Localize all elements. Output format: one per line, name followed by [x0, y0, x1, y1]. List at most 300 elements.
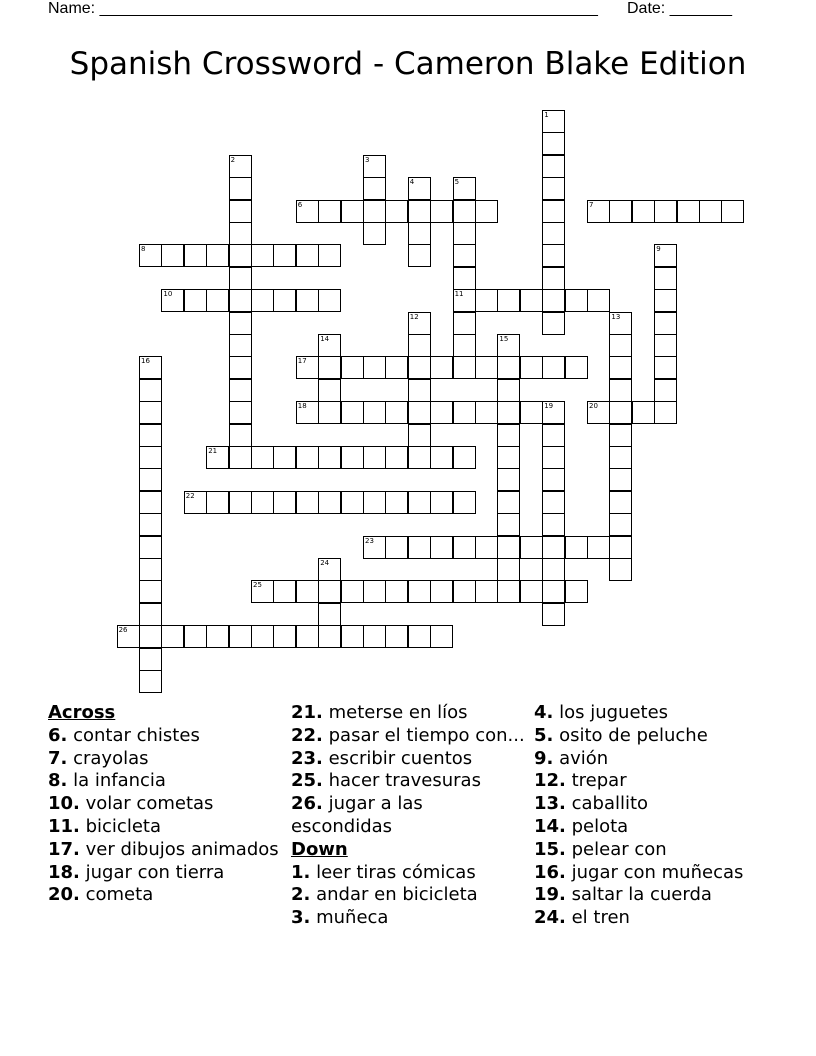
crossword-cell[interactable]: [587, 289, 610, 312]
clue-item: [48, 839, 283, 862]
clue-item: [534, 839, 804, 862]
clue-item: [291, 862, 526, 885]
clue-number-label: 14.: [534, 815, 566, 837]
crossword-cell[interactable]: [542, 446, 565, 469]
clue-item: [534, 725, 804, 748]
clue-item: [291, 884, 526, 907]
clue-number-label: 8.: [48, 770, 68, 792]
clue-text: trepar: [565, 770, 627, 792]
crossword-cell[interactable]: [296, 356, 319, 379]
crossword-cell[interactable]: [475, 289, 498, 312]
crossword-cell[interactable]: [296, 625, 319, 648]
crossword-cell[interactable]: [139, 670, 162, 693]
crossword-cell[interactable]: [385, 401, 408, 424]
crossword-cell[interactable]: [161, 625, 184, 648]
crossword-cell[interactable]: [318, 244, 341, 267]
crossword-cell[interactable]: [341, 401, 364, 424]
crossword-cell[interactable]: [318, 625, 341, 648]
crossword-cell[interactable]: [363, 491, 386, 514]
clue-number: 15: [499, 335, 509, 343]
crossword-cell[interactable]: [139, 648, 162, 671]
crossword-cell[interactable]: [251, 289, 274, 312]
crossword-cell[interactable]: [430, 446, 453, 469]
crossword-cell[interactable]: [520, 289, 543, 312]
clue-item: [291, 748, 526, 771]
crossword-cell[interactable]: [296, 580, 319, 603]
clue-item: [534, 907, 804, 930]
clue-item: [291, 702, 526, 725]
clue-number: 20: [589, 402, 598, 411]
crossword-cell[interactable]: [542, 491, 565, 514]
crossword-cell[interactable]: [139, 625, 162, 648]
crossword-cell[interactable]: [363, 155, 386, 178]
crossword-cell[interactable]: [609, 401, 632, 424]
crossword-cell[interactable]: [251, 580, 274, 603]
crossword-cell[interactable]: [654, 200, 677, 223]
clue-number: 8: [141, 245, 146, 254]
clue-number: 12: [409, 312, 419, 321]
crossword-cell[interactable]: [542, 200, 565, 223]
clue-text: caballito: [565, 793, 649, 815]
crossword-cell[interactable]: [632, 401, 655, 424]
crossword-cell[interactable]: [542, 155, 565, 178]
crossword-cell[interactable]: [542, 513, 565, 536]
crossword-cell[interactable]: [251, 625, 274, 648]
crossword-cell[interactable]: [475, 536, 498, 559]
crossword-cell[interactable]: [273, 491, 296, 514]
crossword-cell[interactable]: [363, 222, 386, 245]
crossword-cell[interactable]: [341, 200, 364, 223]
crossword-cell[interactable]: [229, 446, 252, 469]
crossword-cell[interactable]: [318, 446, 341, 469]
clue-number: 25: [253, 581, 262, 590]
crossword-cell[interactable]: [453, 580, 476, 603]
crossword-cell[interactable]: [430, 200, 453, 223]
crossword-cell[interactable]: [453, 200, 476, 223]
clue-text: crayolas: [67, 747, 149, 769]
crossword-cell[interactable]: [408, 379, 431, 402]
crossword-cell[interactable]: [273, 580, 296, 603]
clue-text: avión: [553, 747, 609, 769]
crossword-cell[interactable]: [229, 625, 252, 648]
crossword-cell[interactable]: [542, 536, 565, 559]
crossword-cell[interactable]: [542, 289, 565, 312]
crossword-cell[interactable]: [184, 625, 207, 648]
clue-number: 18: [297, 402, 307, 411]
crossword-cell[interactable]: [497, 536, 520, 559]
crossword-cell[interactable]: [139, 536, 162, 559]
crossword-cell[interactable]: [408, 334, 431, 357]
clue-number: 2: [230, 155, 236, 164]
crossword-cell[interactable]: [475, 356, 498, 379]
crossword-cell[interactable]: [251, 446, 274, 469]
crossword-cell[interactable]: [408, 491, 431, 514]
crossword-cell[interactable]: [542, 177, 565, 200]
crossword-cell[interactable]: [609, 513, 632, 536]
crossword-cell[interactable]: [363, 625, 386, 648]
crossword-cell[interactable]: [363, 446, 386, 469]
crossword-cell[interactable]: [318, 580, 341, 603]
clue-text: saltar la cuerda: [565, 884, 712, 906]
clue-text: contar chistes: [67, 724, 200, 746]
crossword-cell[interactable]: [139, 491, 162, 514]
clue-item: [48, 816, 283, 839]
clue-column-2: [291, 702, 526, 930]
clue-text: el tren: [565, 907, 630, 929]
crossword-cell[interactable]: [385, 200, 408, 223]
clue-number: 19: [544, 402, 554, 411]
crossword-cell[interactable]: [497, 356, 520, 379]
clue-item: [48, 770, 283, 793]
crossword-cell[interactable]: [139, 379, 162, 402]
crossword-cell[interactable]: [184, 244, 207, 267]
crossword-cell[interactable]: [565, 536, 588, 559]
crossword-cell[interactable]: [385, 580, 408, 603]
crossword-cell[interactable]: [318, 401, 341, 424]
crossword-cell[interactable]: [161, 244, 184, 267]
clue-number: 6: [297, 200, 303, 209]
crossword-cell[interactable]: [229, 200, 252, 223]
clue-text: pelota: [565, 815, 629, 837]
crossword-cell[interactable]: [318, 334, 341, 357]
crossword-cell[interactable]: [475, 580, 498, 603]
crossword-cell[interactable]: [587, 401, 610, 424]
clue-number: 16: [141, 357, 150, 366]
crossword-cell[interactable]: [542, 468, 565, 491]
crossword-cell[interactable]: [139, 603, 162, 626]
crossword-cell[interactable]: [251, 244, 274, 267]
crossword-cell[interactable]: [699, 200, 722, 223]
crossword-cell[interactable]: [318, 558, 341, 581]
crossword-cell[interactable]: [654, 334, 677, 357]
crossword-cell[interactable]: [273, 625, 296, 648]
crossword-cell[interactable]: [587, 200, 610, 223]
crossword-cell[interactable]: [408, 200, 431, 223]
clue-number-label: 26.: [291, 793, 323, 815]
crossword-cell[interactable]: [206, 446, 229, 469]
crossword-cell[interactable]: [229, 267, 252, 290]
clue-item: [48, 748, 283, 771]
crossword-cell[interactable]: [341, 580, 364, 603]
crossword-cell[interactable]: [587, 536, 610, 559]
crossword-cell[interactable]: [453, 222, 476, 245]
crossword-cell[interactable]: [229, 491, 252, 514]
crossword-cell[interactable]: [654, 267, 677, 290]
crossword-cell[interactable]: [385, 491, 408, 514]
crossword-cell[interactable]: [139, 580, 162, 603]
crossword-cell[interactable]: [609, 446, 632, 469]
crossword-cell[interactable]: [453, 177, 476, 200]
clue-text: leer tiras cómicas: [310, 861, 476, 883]
clue-number: 3: [365, 155, 370, 164]
crossword-cell[interactable]: [296, 401, 319, 424]
crossword-cell[interactable]: [453, 446, 476, 469]
crossword-cell[interactable]: [609, 312, 632, 335]
crossword-cell[interactable]: [520, 580, 543, 603]
crossword-cell[interactable]: [408, 312, 431, 335]
crossword-cell[interactable]: [430, 491, 453, 514]
crossword-cell[interactable]: [408, 625, 431, 648]
clue-item: [48, 862, 283, 885]
crossword-cell[interactable]: [475, 401, 498, 424]
crossword-cell[interactable]: [520, 401, 543, 424]
crossword-cell[interactable]: [430, 580, 453, 603]
crossword-cell[interactable]: [542, 558, 565, 581]
crossword-cell[interactable]: [497, 424, 520, 447]
crossword-cell[interactable]: [497, 379, 520, 402]
crossword-cell[interactable]: [497, 558, 520, 581]
crossword-cell[interactable]: [229, 177, 252, 200]
clue-text: jugar con tierra: [79, 861, 225, 883]
page-title: Spanish Crossword - Cameron Blake Edition: [69, 46, 747, 82]
crossword-cell[interactable]: [497, 580, 520, 603]
crossword-cell[interactable]: [453, 334, 476, 357]
crossword-cell[interactable]: [139, 356, 162, 379]
clue-text: la infancia: [67, 770, 166, 792]
crossword-cell[interactable]: [229, 155, 252, 178]
crossword-cell[interactable]: [363, 536, 386, 559]
crossword-cell[interactable]: [430, 536, 453, 559]
crossword-cell[interactable]: [273, 289, 296, 312]
clue-column-3: [534, 702, 804, 930]
crossword-cell[interactable]: [565, 580, 588, 603]
clue-number-label: 16.: [534, 861, 566, 883]
crossword-cell[interactable]: [318, 356, 341, 379]
crossword-cell[interactable]: [609, 536, 632, 559]
section-heading: Across: [48, 702, 116, 723]
clue-number-label: 1.: [291, 861, 311, 883]
crossword-cell[interactable]: [609, 200, 632, 223]
crossword-cell[interactable]: [654, 312, 677, 335]
clue-number-label: 5.: [534, 724, 554, 746]
crossword-cell[interactable]: [408, 222, 431, 245]
crossword-cell[interactable]: [318, 289, 341, 312]
clue-number: 21: [208, 447, 218, 455]
clue-number-label: 10.: [48, 793, 80, 815]
crossword-cell[interactable]: [542, 132, 565, 155]
clue-text: meterse en líos: [322, 702, 468, 723]
clue-number-label: 15.: [534, 838, 566, 860]
crossword-cell[interactable]: [542, 222, 565, 245]
clue-item: [291, 725, 526, 748]
crossword-cell[interactable]: [542, 267, 565, 290]
crossword-cell[interactable]: [475, 200, 498, 223]
crossword-cell[interactable]: [229, 244, 252, 267]
crossword-cell[interactable]: [497, 468, 520, 491]
crossword-cell[interactable]: [408, 536, 431, 559]
crossword-cell[interactable]: [609, 468, 632, 491]
crossword-cell[interactable]: [408, 177, 431, 200]
crossword-cell[interactable]: [229, 312, 252, 335]
clue-text: osito de peluche: [553, 724, 708, 746]
clue-text: hacer travesuras: [322, 770, 481, 792]
clue-item: [291, 907, 526, 930]
crossword-cell[interactable]: [609, 558, 632, 581]
crossword-cell[interactable]: [229, 424, 252, 447]
clue-text: pasar el tiempo con...: [322, 724, 525, 746]
crossword-cell[interactable]: [654, 244, 677, 267]
crossword-cell[interactable]: [609, 424, 632, 447]
clue-number: 22: [185, 491, 195, 500]
crossword-cell[interactable]: [721, 200, 744, 223]
clue-number-label: 21.: [291, 702, 323, 723]
crossword-cell[interactable]: [341, 356, 364, 379]
crossword-cell[interactable]: [363, 200, 386, 223]
crossword-cell[interactable]: [497, 446, 520, 469]
crossword-cell[interactable]: [117, 625, 140, 648]
crossword-cell[interactable]: [161, 289, 184, 312]
crossword-cell[interactable]: [229, 356, 252, 379]
clue-number-label: 23.: [291, 747, 323, 769]
crossword-cell[interactable]: [385, 446, 408, 469]
crossword-cell[interactable]: [206, 491, 229, 514]
crossword-cell[interactable]: [341, 491, 364, 514]
crossword-cell[interactable]: [520, 356, 543, 379]
crossword-cell[interactable]: [542, 244, 565, 267]
crossword-cell[interactable]: [408, 244, 431, 267]
clue-text: ver dibujos animados: [79, 838, 279, 860]
crossword-cell[interactable]: [229, 379, 252, 402]
crossword-cell[interactable]: [206, 625, 229, 648]
crossword-cell[interactable]: [654, 401, 677, 424]
crossword-cell[interactable]: [139, 244, 162, 267]
crossword-cell[interactable]: [609, 491, 632, 514]
crossword-cell[interactable]: [206, 289, 229, 312]
clue-number-label: 13.: [534, 793, 566, 815]
clue-number: 1: [544, 111, 549, 119]
crossword-cell[interactable]: [296, 289, 319, 312]
crossword-cell[interactable]: [542, 603, 565, 626]
clue-number: 11: [454, 290, 464, 299]
crossword-cell[interactable]: [363, 401, 386, 424]
clue-number: 26: [118, 626, 128, 635]
crossword-cell[interactable]: [453, 401, 476, 424]
clue-number: 7: [589, 200, 594, 209]
crossword-cell[interactable]: [318, 379, 341, 402]
crossword-cell[interactable]: [430, 625, 453, 648]
crossword-cell[interactable]: [497, 289, 520, 312]
crossword-cell[interactable]: [273, 244, 296, 267]
crossword-cell[interactable]: [542, 110, 565, 133]
crossword-cell[interactable]: [497, 401, 520, 424]
crossword-cell[interactable]: [229, 401, 252, 424]
crossword-cell[interactable]: [408, 401, 431, 424]
crossword-cell[interactable]: [453, 244, 476, 267]
crossword-cell[interactable]: [229, 334, 252, 357]
clue-text: andar en bicicleta: [310, 884, 478, 906]
crossword-cell[interactable]: [654, 356, 677, 379]
crossword-cell[interactable]: [609, 356, 632, 379]
crossword-cell[interactable]: [542, 580, 565, 603]
crossword-cell[interactable]: [542, 356, 565, 379]
crossword-cell[interactable]: [453, 536, 476, 559]
crossword-cell[interactable]: [497, 334, 520, 357]
crossword-cell[interactable]: [385, 625, 408, 648]
crossword-cell[interactable]: [453, 491, 476, 514]
crossword-cell[interactable]: [184, 491, 207, 514]
clue-number-label: 11.: [48, 815, 80, 837]
crossword-cell[interactable]: [139, 446, 162, 469]
crossword-cell[interactable]: [520, 536, 543, 559]
clue-item: [48, 884, 283, 907]
crossword-cell[interactable]: [654, 289, 677, 312]
crossword-cell[interactable]: [139, 468, 162, 491]
crossword-cell[interactable]: [453, 267, 476, 290]
crossword-cell[interactable]: [363, 356, 386, 379]
clue-number-label: 3.: [291, 907, 311, 929]
crossword-cell[interactable]: [296, 491, 319, 514]
crossword-cell[interactable]: [408, 446, 431, 469]
crossword-cell[interactable]: [453, 356, 476, 379]
crossword-cell[interactable]: [542, 424, 565, 447]
crossword-cell[interactable]: [408, 356, 431, 379]
crossword-cell[interactable]: [654, 379, 677, 402]
crossword-cell[interactable]: [341, 446, 364, 469]
clue-number-label: 12.: [534, 770, 566, 792]
crossword-cell[interactable]: [206, 244, 229, 267]
crossword-cell[interactable]: [184, 289, 207, 312]
crossword-cell[interactable]: [273, 446, 296, 469]
crossword-cell[interactable]: [363, 580, 386, 603]
crossword-cell[interactable]: [542, 312, 565, 335]
crossword-cell[interactable]: [296, 200, 319, 223]
crossword-cell[interactable]: [318, 491, 341, 514]
crossword-cell[interactable]: [139, 558, 162, 581]
crossword-cell[interactable]: [318, 200, 341, 223]
crossword-cell[interactable]: [497, 491, 520, 514]
crossword-cell[interactable]: [677, 200, 700, 223]
clue-item: [48, 725, 283, 748]
crossword-cell[interactable]: [139, 513, 162, 536]
clue-number: 9: [656, 245, 661, 254]
crossword-cell[interactable]: [565, 289, 588, 312]
crossword-cell[interactable]: [139, 401, 162, 424]
crossword-cell[interactable]: [385, 356, 408, 379]
clue-text: los juguetes: [553, 702, 669, 723]
crossword-cell[interactable]: [632, 200, 655, 223]
clue-number: 14: [320, 335, 330, 343]
clue-item: [534, 748, 804, 771]
crossword-cell[interactable]: [229, 222, 252, 245]
crossword-cell[interactable]: [453, 312, 476, 335]
crossword-cell[interactable]: [430, 356, 453, 379]
crossword-cell[interactable]: [385, 536, 408, 559]
date-field-label: Date: _______: [627, 0, 732, 17]
crossword-cell[interactable]: [341, 625, 364, 648]
clue-item: [534, 816, 804, 839]
crossword-cell[interactable]: [229, 289, 252, 312]
clue-item: [534, 884, 804, 907]
crossword-cell[interactable]: [408, 580, 431, 603]
crossword-cell[interactable]: [296, 446, 319, 469]
crossword-cell[interactable]: [430, 401, 453, 424]
crossword-cell[interactable]: [453, 289, 476, 312]
crossword-cell[interactable]: [609, 334, 632, 357]
clue-number-label: 2.: [291, 884, 311, 906]
clue-number: 23: [365, 536, 374, 545]
crossword-cell[interactable]: [139, 424, 162, 447]
crossword-cell[interactable]: [363, 177, 386, 200]
crossword-cell[interactable]: [296, 244, 319, 267]
crossword-cell[interactable]: [565, 356, 588, 379]
crossword-cell[interactable]: [408, 424, 431, 447]
crossword-cell[interactable]: [318, 603, 341, 626]
crossword-cell[interactable]: [542, 401, 565, 424]
clue-number-label: 7.: [48, 747, 68, 769]
crossword-cell[interactable]: [609, 379, 632, 402]
crossword-cell[interactable]: [497, 513, 520, 536]
crossword-cell[interactable]: [251, 491, 274, 514]
